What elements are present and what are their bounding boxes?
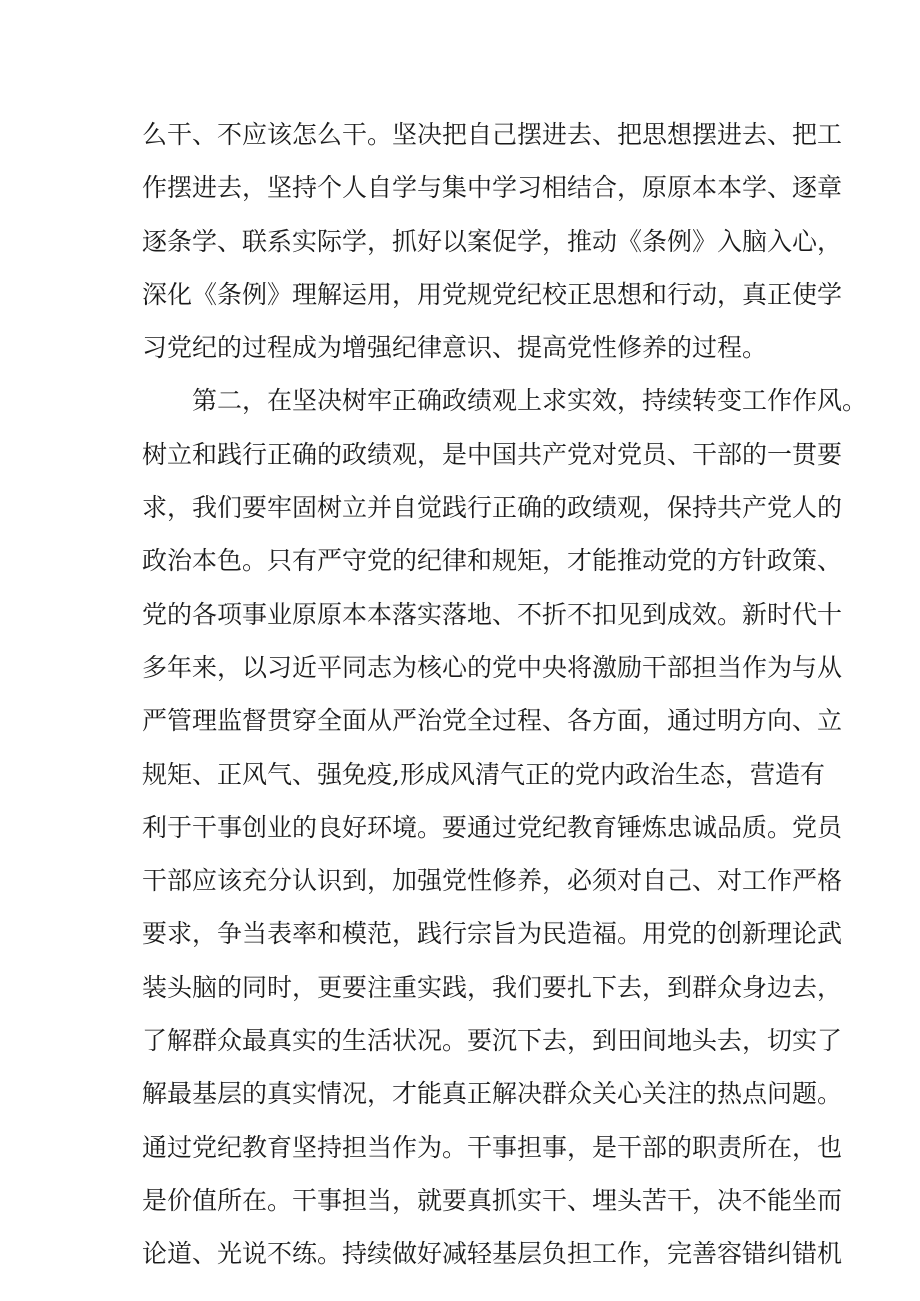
text-line: 树立和践行正确的政绩观，是中国共产党对党员、干部的一贯要 [142,439,843,469]
text-line: 解最基层的真实情况，才能真正解决群众关心关注的热点问题。 [142,1079,843,1109]
text-line: 了解群众最真实的生活状况。要沉下去，到田间地头去，切实了 [142,1026,843,1056]
text-line: 通过党纪教育坚持担当作为。干事担事，是干部的职责所在，也 [142,1132,843,1162]
text-line: 党的各项事业原原本本落实落地、不折不扣见到成效。新时代十 [142,599,843,629]
text-line: 论道、光说不练。持续做好减轻基层负担工作，完善容错纠错机 [142,1239,843,1269]
text-line: 利于干事创业的良好环境。要通过党纪教育锤炼忠诚品质。党员 [142,812,843,842]
text-line: 么干、不应该怎么干。坚决把自己摆进去、把思想摆进去、把工 [142,120,843,149]
paragraph-start-line: 第二，在坚决树牢正确政绩观上求实效，持续转变工作作风。 [192,386,868,416]
text-line: 逐条学、联系实际学，抓好以案促学，推动《条例》入脑入心， [142,226,843,256]
text-line: 严管理监督贯穿全面从严治党全过程、各方面，通过明方向、立 [142,706,843,736]
text-line: 作摆进去，坚持个人自学与集中学习相结合，原原本本学、逐章 [142,173,843,203]
text-line: 要求，争当表率和模范，践行宗旨为民造福。用党的创新理论武 [142,919,843,949]
text-line: 干部应该充分认识到，加强党性修养，必须对自己、对工作严格 [142,866,843,896]
text-line: 习党纪的过程成为增强纪律意识、提高党性修养的过程。 [142,333,768,363]
body-text [142,108,868,1281]
text-line: 政治本色。只有严守党的纪律和规矩，才能推动党的方针政策、 [142,546,843,576]
text-line: 深化《条例》理解运用，用党规党纪校正思想和行动，真正使学 [142,279,843,309]
text-line: 多年来，以习近平同志为核心的党中央将激励干部担当作为与从 [142,652,843,682]
text-line: 是价值所在。干事担当，就要真抓实干、埋头苦干，决不能坐而 [142,1185,843,1215]
text-line: 装头脑的同时，更要注重实践，我们要扎下去，到群众身边去， [142,972,843,1002]
text-line: 规矩、正风气、强免疫,形成风清气正的党内政治生态，营造有 [142,759,825,789]
text-line: 求，我们要牢固树立并自觉践行正确的政绩观，保持共产党人的 [142,493,843,523]
